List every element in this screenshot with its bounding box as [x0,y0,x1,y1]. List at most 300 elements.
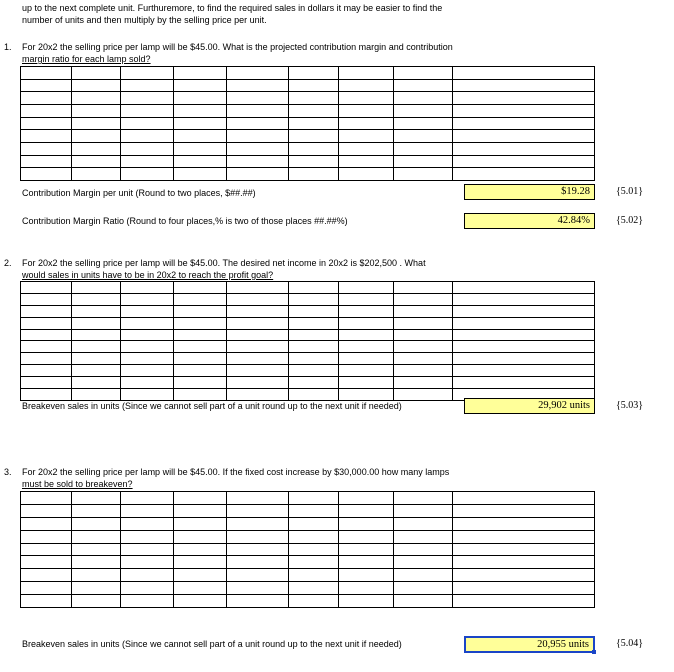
grid-cell[interactable] [394,168,453,181]
grid-cell[interactable] [339,353,394,365]
grid-cell[interactable] [453,293,595,305]
grid-cell[interactable] [21,92,72,105]
grid-row [21,293,595,305]
grid-cell[interactable] [174,79,227,92]
grid-cell[interactable] [72,79,121,92]
grid-cell[interactable] [21,530,72,543]
grid-cell[interactable] [339,293,394,305]
grid-cell[interactable] [21,168,72,181]
grid-cell[interactable] [453,282,595,294]
grid-cell[interactable] [227,569,289,582]
grid-cell[interactable] [21,117,72,130]
grid-cell[interactable] [121,353,174,365]
grid-cell[interactable] [121,543,174,556]
grid-row [21,556,595,569]
grid-cell[interactable] [289,104,339,117]
grid-cell[interactable] [394,582,453,595]
grid-cell[interactable] [21,353,72,365]
grid-cell[interactable] [174,341,227,353]
grid-cell[interactable] [339,569,394,582]
grid-cell[interactable] [289,389,339,401]
q1-text-line-1: For 20x2 the selling price per lamp will be $45.00. What is the projected contribution margin and contribution [22,42,453,52]
grid-row [21,117,595,130]
grid-cell[interactable] [394,569,453,582]
q1-cmr-code: {5.02} [616,215,644,226]
grid-cell[interactable] [174,317,227,329]
q1-cmr-label: Contribution Margin Ratio (Round to four places,% is two of those places ##.##%) [22,216,348,226]
grid-cell[interactable] [21,305,72,317]
grid-cell[interactable] [21,595,72,608]
grid-cell[interactable] [174,517,227,530]
grid-cell[interactable] [72,142,121,155]
grid-cell[interactable] [289,168,339,181]
grid-cell[interactable] [289,130,339,143]
q2-breakeven-answer-cell[interactable]: 29,902 units [464,398,595,414]
grid-cell[interactable] [174,104,227,117]
grid-cell[interactable] [121,365,174,377]
grid-cell[interactable] [174,329,227,341]
grid-cell[interactable] [339,305,394,317]
grid-cell[interactable] [453,79,595,92]
grid-cell[interactable] [227,67,289,80]
grid-cell[interactable] [394,317,453,329]
grid-cell[interactable] [394,305,453,317]
grid-cell[interactable] [453,317,595,329]
grid-cell[interactable] [394,556,453,569]
grid-cell[interactable] [394,492,453,505]
grid-cell[interactable] [453,365,595,377]
q3-breakeven-code: {5.04} [616,638,644,649]
grid-cell[interactable] [339,365,394,377]
grid-cell[interactable] [227,104,289,117]
grid-cell[interactable] [72,353,121,365]
grid-cell[interactable] [72,504,121,517]
grid-cell[interactable] [174,492,227,505]
grid-cell[interactable] [21,329,72,341]
grid-cell[interactable] [174,556,227,569]
grid-cell[interactable] [394,353,453,365]
grid-cell[interactable] [21,492,72,505]
grid-cell[interactable] [121,168,174,181]
grid-cell[interactable] [289,569,339,582]
grid-cell[interactable] [289,365,339,377]
grid-cell[interactable] [289,293,339,305]
grid-cell[interactable] [453,67,595,80]
grid-cell[interactable] [121,282,174,294]
grid-cell[interactable] [339,329,394,341]
grid-cell[interactable] [72,329,121,341]
grid-cell[interactable] [21,543,72,556]
grid-cell[interactable] [227,92,289,105]
grid-cell[interactable] [21,582,72,595]
grid-cell[interactable] [174,377,227,389]
intro-line-1: up to the next complete unit. Furthuremore, to find the required sales in dollars it may be easier to find the [22,3,443,13]
grid-row [21,492,595,505]
grid-cell[interactable] [21,67,72,80]
grid-row [21,79,595,92]
grid-row [21,582,595,595]
grid-cell[interactable] [72,282,121,294]
grid-cell[interactable] [339,492,394,505]
q3-breakeven-label: Breakeven sales in units (Since we cannot sell part of a unit round up to the next unit if needed) [22,639,402,649]
grid-cell[interactable] [174,67,227,80]
grid-cell[interactable] [289,595,339,608]
fill-handle[interactable] [592,650,596,654]
grid-cell[interactable] [72,305,121,317]
grid-cell[interactable] [289,282,339,294]
grid-cell[interactable] [121,79,174,92]
grid-cell[interactable] [453,569,595,582]
grid-cell[interactable] [121,389,174,401]
grid-row [21,543,595,556]
grid-cell[interactable] [394,104,453,117]
grid-cell[interactable] [453,543,595,556]
grid-cell[interactable] [289,329,339,341]
grid-row [21,282,595,294]
grid-cell[interactable] [121,317,174,329]
grid-cell[interactable] [453,329,595,341]
grid-cell[interactable] [339,67,394,80]
grid-cell[interactable] [394,79,453,92]
grid-cell[interactable] [174,305,227,317]
grid-cell[interactable] [339,556,394,569]
grid-cell[interactable] [394,530,453,543]
grid-cell[interactable] [394,517,453,530]
grid-cell[interactable] [289,341,339,353]
grid-cell[interactable] [339,504,394,517]
grid-row [21,67,595,80]
grid-cell[interactable] [289,305,339,317]
grid-cell[interactable] [21,556,72,569]
grid-row [21,530,595,543]
grid-cell[interactable] [227,305,289,317]
grid-cell[interactable] [72,582,121,595]
grid-cell[interactable] [453,104,595,117]
grid-cell[interactable] [21,569,72,582]
grid-row [21,353,595,365]
grid-cell[interactable] [121,341,174,353]
grid-cell[interactable] [227,168,289,181]
grid-cell[interactable] [289,543,339,556]
grid-cell[interactable] [121,595,174,608]
q1-text-line-2: margin ratio for each lamp sold? [22,54,151,64]
grid-cell[interactable] [121,504,174,517]
grid-cell[interactable] [339,595,394,608]
grid-cell[interactable] [227,517,289,530]
grid-cell[interactable] [72,92,121,105]
grid-cell[interactable] [453,377,595,389]
grid-cell[interactable] [394,282,453,294]
grid-cell[interactable] [227,130,289,143]
grid-cell[interactable] [453,556,595,569]
grid-cell[interactable] [339,282,394,294]
grid-cell[interactable] [453,305,595,317]
q3-breakeven-answer-cell[interactable]: 20,955 units [464,636,595,653]
grid-cell[interactable] [339,543,394,556]
grid-cell[interactable] [121,67,174,80]
grid-cell[interactable] [339,79,394,92]
grid-cell[interactable] [453,492,595,505]
grid-cell[interactable] [453,530,595,543]
grid-cell[interactable] [227,389,289,401]
grid-cell[interactable] [289,517,339,530]
grid-cell[interactable] [21,341,72,353]
grid-cell[interactable] [72,530,121,543]
q2-breakeven-label: Breakeven sales in units (Since we cannot sell part of a unit round up to the next unit if needed) [22,401,402,411]
grid-cell[interactable] [174,168,227,181]
grid-cell[interactable] [453,595,595,608]
grid-cell[interactable] [121,329,174,341]
grid-cell[interactable] [174,282,227,294]
grid-cell[interactable] [289,317,339,329]
grid-cell[interactable] [339,341,394,353]
grid-cell[interactable] [174,569,227,582]
grid-cell[interactable] [72,293,121,305]
q3-number: 3. [4,467,12,477]
q3-text-line-1: For 20x2 the selling price per lamp will be $45.00. If the fixed cost increase by $30,000.00 how many lamps [22,467,450,477]
grid-cell[interactable] [21,142,72,155]
grid-cell[interactable] [72,117,121,130]
grid-cell[interactable] [339,155,394,168]
grid-cell[interactable] [227,365,289,377]
grid-cell[interactable] [21,377,72,389]
grid-cell[interactable] [227,142,289,155]
q1-cm-label: Contribution Margin per unit (Round to two places, $##.##) [22,188,256,198]
grid-cell[interactable] [339,582,394,595]
grid-cell[interactable] [174,389,227,401]
grid-row [21,365,595,377]
grid-cell[interactable] [21,282,72,294]
grid-cell[interactable] [339,92,394,105]
grid-cell[interactable] [453,504,595,517]
grid-cell[interactable] [289,155,339,168]
grid-cell[interactable] [227,543,289,556]
grid-cell[interactable] [453,92,595,105]
grid-cell[interactable] [289,582,339,595]
grid-cell[interactable] [227,377,289,389]
grid-cell[interactable] [227,79,289,92]
grid-cell[interactable] [72,130,121,143]
grid-row [21,155,595,168]
grid-cell[interactable] [394,595,453,608]
grid-cell[interactable] [289,377,339,389]
grid-row [21,504,595,517]
grid-cell[interactable] [453,341,595,353]
grid-cell[interactable] [289,142,339,155]
grid-cell[interactable] [121,530,174,543]
grid-cell[interactable] [121,104,174,117]
grid-cell[interactable] [227,329,289,341]
grid-cell[interactable] [453,155,595,168]
grid-cell[interactable] [289,117,339,130]
grid-cell[interactable] [21,504,72,517]
grid-cell[interactable] [339,168,394,181]
grid-cell[interactable] [121,130,174,143]
grid-cell[interactable] [121,569,174,582]
q2-text-line-2: would sales in units have to be in 20x2 to reach the profit goal? [22,270,274,280]
grid-cell[interactable] [72,155,121,168]
grid-cell[interactable] [72,341,121,353]
grid-cell[interactable] [227,317,289,329]
grid-cell[interactable] [227,293,289,305]
q1-cm-code: {5.01} [616,186,644,197]
grid-cell[interactable] [21,79,72,92]
grid-cell[interactable] [339,317,394,329]
grid-cell[interactable] [121,155,174,168]
grid-cell[interactable] [227,117,289,130]
grid-cell[interactable] [453,517,595,530]
grid-cell[interactable] [394,155,453,168]
grid-cell[interactable] [394,329,453,341]
grid-cell[interactable] [72,595,121,608]
grid-cell[interactable] [394,389,453,401]
grid-cell[interactable] [289,492,339,505]
grid-cell[interactable] [121,293,174,305]
grid-cell[interactable] [394,543,453,556]
grid-cell[interactable] [174,130,227,143]
grid-cell[interactable] [453,582,595,595]
grid-cell[interactable] [289,353,339,365]
grid-cell[interactable] [72,168,121,181]
grid-cell[interactable] [394,130,453,143]
grid-cell[interactable] [394,365,453,377]
grid-cell[interactable] [21,317,72,329]
grid-cell[interactable] [339,517,394,530]
grid-cell[interactable] [339,117,394,130]
grid-cell[interactable] [21,130,72,143]
grid-cell[interactable] [394,341,453,353]
grid-cell[interactable] [72,556,121,569]
grid-cell[interactable] [227,353,289,365]
grid-cell[interactable] [121,92,174,105]
grid-cell[interactable] [174,117,227,130]
q1-number: 1. [4,42,12,52]
grid-cell[interactable] [339,142,394,155]
grid-cell[interactable] [21,155,72,168]
grid-cell[interactable] [339,377,394,389]
grid-cell[interactable] [289,79,339,92]
grid-cell[interactable] [121,142,174,155]
grid-cell[interactable] [227,341,289,353]
grid-cell[interactable] [227,492,289,505]
grid-cell[interactable] [339,530,394,543]
grid-cell[interactable] [453,130,595,143]
grid-row [21,317,595,329]
q1-cm-answer-cell[interactable]: $19.28 [464,184,595,200]
q1-work-grid[interactable] [20,66,595,181]
grid-cell[interactable] [394,67,453,80]
grid-cell[interactable] [289,556,339,569]
grid-cell[interactable] [174,595,227,608]
q1-cmr-answer-cell[interactable]: 42.84% [464,213,595,229]
grid-cell[interactable] [289,504,339,517]
grid-row [21,595,595,608]
grid-cell[interactable] [72,317,121,329]
grid-cell[interactable] [289,92,339,105]
grid-row [21,104,595,117]
q2-text-line-1: For 20x2 the selling price per lamp will be $45.00. The desired net income in 20x2 is $202,500 . What [22,258,426,268]
grid-cell[interactable] [72,492,121,505]
grid-cell[interactable] [174,365,227,377]
grid-cell[interactable] [174,582,227,595]
grid-cell[interactable] [227,282,289,294]
grid-cell[interactable] [121,492,174,505]
grid-cell[interactable] [174,155,227,168]
grid-cell[interactable] [174,353,227,365]
grid-row [21,142,595,155]
grid-cell[interactable] [72,365,121,377]
grid-cell[interactable] [21,293,72,305]
grid-cell[interactable] [72,543,121,556]
grid-cell[interactable] [72,517,121,530]
grid-cell[interactable] [339,104,394,117]
grid-cell[interactable] [72,569,121,582]
grid-cell[interactable] [339,130,394,143]
grid-cell[interactable] [21,104,72,117]
grid-cell[interactable] [72,67,121,80]
grid-cell[interactable] [174,504,227,517]
grid-cell[interactable] [174,92,227,105]
grid-cell[interactable] [72,104,121,117]
q2-number: 2. [4,258,12,268]
grid-cell[interactable] [121,556,174,569]
grid-cell[interactable] [289,67,339,80]
grid-cell[interactable] [339,389,394,401]
grid-cell[interactable] [21,389,72,401]
grid-cell[interactable] [21,365,72,377]
grid-cell[interactable] [174,543,227,556]
grid-cell[interactable] [121,117,174,130]
grid-cell[interactable] [227,504,289,517]
grid-row [21,168,595,181]
grid-cell[interactable] [227,155,289,168]
grid-cell[interactable] [72,389,121,401]
grid-cell[interactable] [121,377,174,389]
q3-work-grid[interactable] [20,491,595,608]
grid-cell[interactable] [174,530,227,543]
q2-breakeven-code: {5.03} [616,400,644,411]
grid-cell[interactable] [121,582,174,595]
grid-cell[interactable] [394,504,453,517]
grid-cell[interactable] [227,582,289,595]
grid-cell[interactable] [174,142,227,155]
grid-cell[interactable] [227,530,289,543]
q2-work-grid[interactable] [20,281,595,401]
grid-cell[interactable] [174,293,227,305]
grid-cell[interactable] [453,117,595,130]
grid-cell[interactable] [227,595,289,608]
grid-row [21,305,595,317]
grid-cell[interactable] [453,353,595,365]
grid-cell[interactable] [453,168,595,181]
grid-cell[interactable] [72,377,121,389]
grid-cell[interactable] [227,556,289,569]
grid-cell[interactable] [289,530,339,543]
grid-cell[interactable] [394,377,453,389]
grid-cell[interactable] [394,117,453,130]
grid-cell[interactable] [394,293,453,305]
intro-line-2: number of units and then multiply by the selling price per unit. [22,15,267,25]
grid-cell[interactable] [21,517,72,530]
grid-cell[interactable] [394,142,453,155]
grid-cell[interactable] [121,305,174,317]
grid-row [21,92,595,105]
grid-cell[interactable] [394,92,453,105]
grid-cell[interactable] [121,517,174,530]
grid-row [21,377,595,389]
grid-row [21,569,595,582]
grid-cell[interactable] [453,142,595,155]
